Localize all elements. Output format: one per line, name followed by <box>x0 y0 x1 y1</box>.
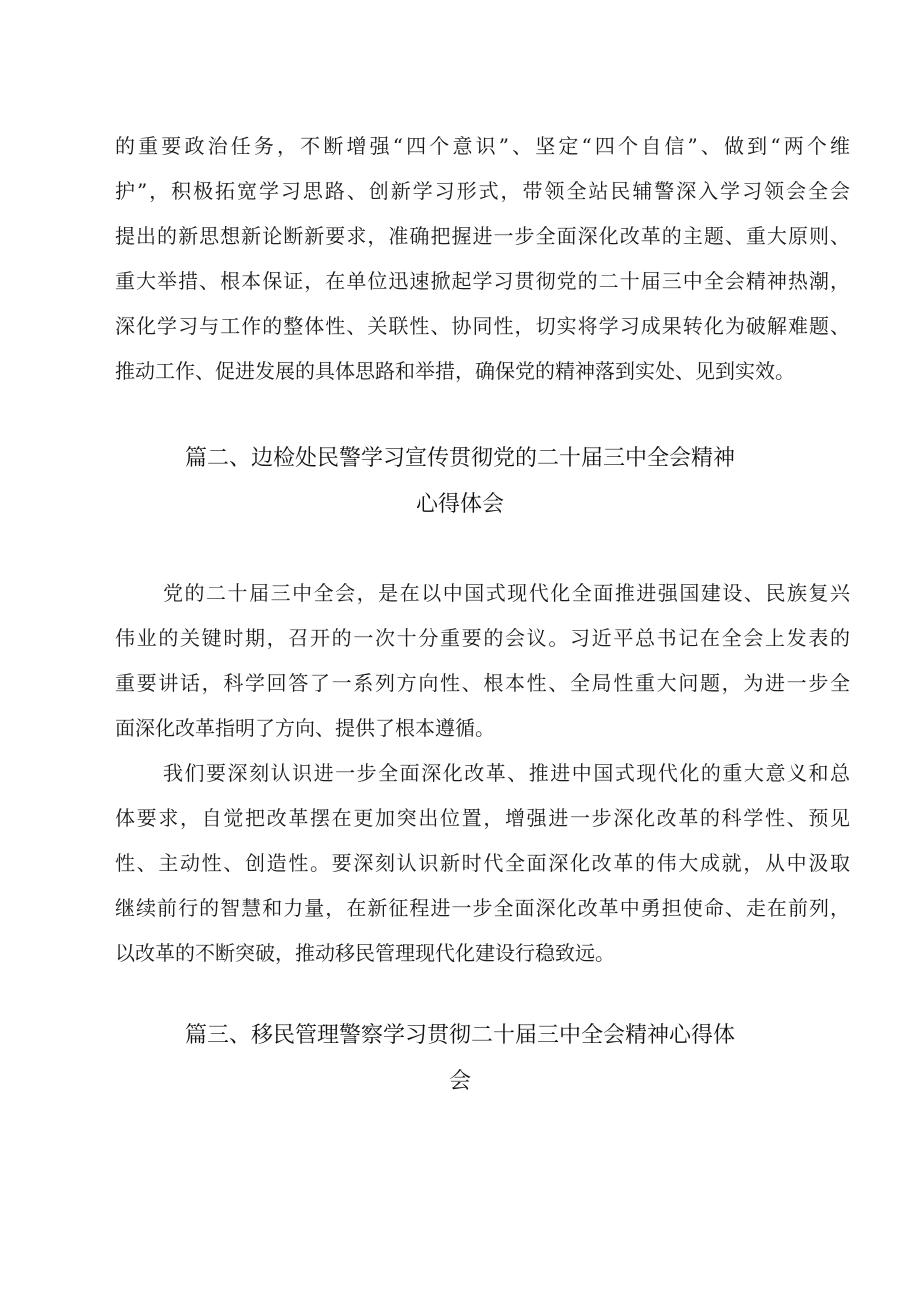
paragraph-line: 重大举措、根本保证，在单位迅速掀起学习贯彻党的二十届三中全会精神热潮， <box>115 269 850 293</box>
paragraph-line: 党的二十届三中全会，是在以中国式现代化全面推进强国建设、民族复兴 <box>163 581 850 605</box>
paragraph-line: 重要讲话，科学回答了一系列方向性、根本性、全局性重大问题，为进一步全 <box>115 671 850 695</box>
paragraph-line: 的重要政治任务，不断增强“四个意识”、坚定“四个自信”、做到“两个维 <box>115 134 850 158</box>
paragraph-line: 以改革的不断突破，推动移民管理现代化建设行稳致远。 <box>115 941 615 965</box>
paragraph-line: 我们要深刻认识进一步全面深化改革、推进中国式现代化的重大意义和总 <box>163 761 850 785</box>
section-3-title-line-1: 篇三、移民管理警察学习贯彻二十届三中全会精神心得体 <box>184 1023 735 1048</box>
paragraph-line: 提出的新思想新论断新要求，准确把握进一步全面深化改革的主题、重大原则、 <box>115 224 850 248</box>
paragraph-line: 深化学习与工作的整体性、关联性、协同性，切实将学习成果转化为破解难题、 <box>115 314 850 338</box>
section-2-title-line-2: 心得体会 <box>415 492 504 517</box>
paragraph-line: 推动工作、促进发展的具体思路和举措，确保党的精神落到实处、见到实效。 <box>115 359 795 383</box>
section-3-title-line-2: 会 <box>448 1069 471 1094</box>
paragraph-line: 性、主动性、创造性。要深刻认识新时代全面深化改革的伟大成就，从中汲取 <box>115 851 850 875</box>
paragraph-line: 护”，积极拓宽学习思路、创新学习形式，带领全站民辅警深入学习领会全会 <box>115 179 850 203</box>
paragraph-line: 继续前行的智慧和力量，在新征程进一步全面深化改革中勇担使命、走在前列， <box>115 896 850 920</box>
paragraph-line: 体要求，自觉把改革摆在更加突出位置，增强进一步深化改革的科学性、预见 <box>115 806 850 830</box>
paragraph-line: 面深化改革指明了方向、提供了根本遵循。 <box>115 716 495 740</box>
section-2-title-line-1: 篇二、边检处民警学习宣传贯彻党的二十届三中全会精神 <box>184 446 735 471</box>
paragraph-line: 伟业的关键时期，召开的一次十分重要的会议。习近平总书记在全会上发表的 <box>115 626 850 650</box>
